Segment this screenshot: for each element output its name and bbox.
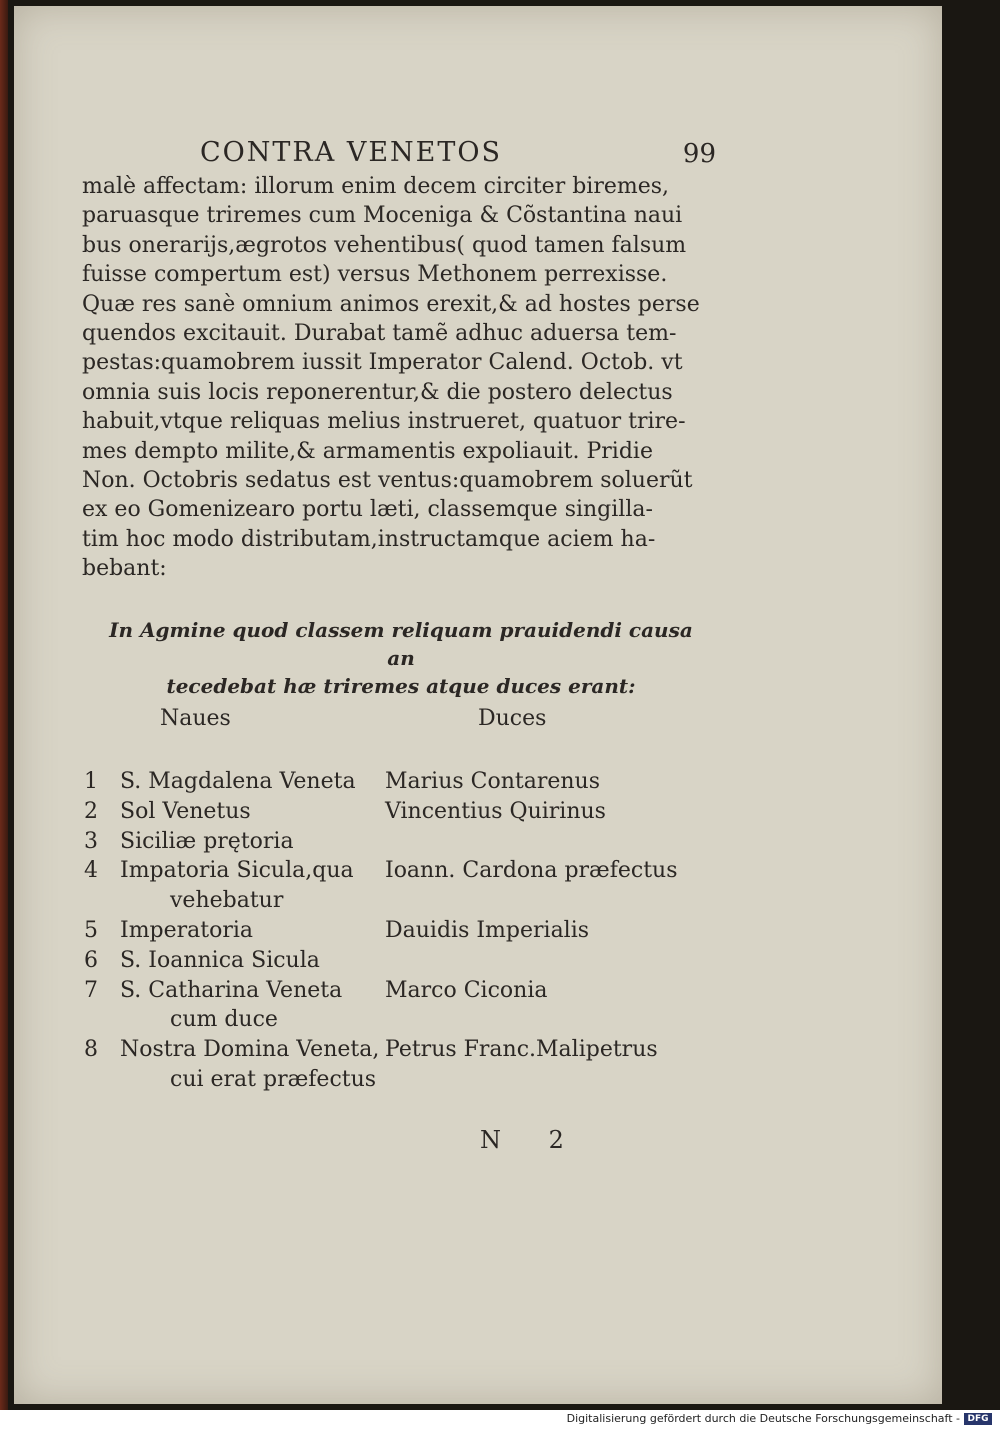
list-item <box>80 856 720 886</box>
body-line: ex eo Gomenizearo portu læti, classemque singilla- <box>82 497 653 523</box>
column-header-leaders: Duces <box>478 706 547 731</box>
body-line: habuit,vtque reliquas melius instrueret, quatuor trire- <box>82 409 686 435</box>
ship-number: 8 <box>84 1037 98 1063</box>
leader-name: Marco Ciconia <box>385 977 548 1003</box>
intro-line: In Agmine quod classem reliquam prauidendi causa an <box>109 618 693 670</box>
ship-number: 6 <box>84 947 98 973</box>
leader-name: Vincentius Quirinus <box>385 798 606 824</box>
body-line: Quæ res sanè omnium animos erexit,& ad hostes perse <box>82 291 700 317</box>
leader-name <box>385 827 720 857</box>
body-line: malè affectam: illorum enim decem circiter biremes, <box>82 174 670 199</box>
ship-list <box>80 767 720 1095</box>
body-line: tim hoc modo distributam,instructamque aciem ha- <box>82 526 656 552</box>
body-line: fuisse compertum est) versus Methonem perrexisse. <box>82 262 668 288</box>
ship-name: Siciliæ prętoria <box>120 828 294 854</box>
body-line: omnia suis locis reponerentur,& die postero delectus <box>82 379 673 405</box>
dfg-logo: DFG <box>964 1413 992 1425</box>
ship-number: 3 <box>84 828 98 854</box>
body-text <box>82 172 722 584</box>
ship-name: Nostra Domina Veneta, <box>120 1037 380 1063</box>
ship-number: 7 <box>84 977 98 1003</box>
ship-name: S. Catharina Veneta <box>120 977 343 1003</box>
funding-credit: Digitalisierung gefördert durch die Deutsche Forschungsgemeinschaft - <box>566 1412 960 1425</box>
leader-name: Marius Contarenus <box>385 769 601 794</box>
list-item <box>80 946 720 976</box>
footer-bar <box>0 1410 1000 1430</box>
body-line: paruasque triremes cum Moceniga & Cõstantina naui <box>82 203 683 229</box>
section-intro <box>96 616 706 700</box>
ship-name-continuation: vehebatur <box>170 888 284 914</box>
ship-name-continuation: cui erat præfectus <box>170 1066 377 1092</box>
leader-name: Petrus Franc.Malipetrus <box>385 1037 658 1063</box>
ship-name: S. Ioannica Sicula <box>120 947 320 973</box>
ship-number: 4 <box>84 858 98 884</box>
list-item <box>80 767 720 797</box>
body-line: bebant: <box>82 556 167 582</box>
body-line: quendos excitauit. Durabat tamẽ adhuc aduersa tem- <box>82 321 677 347</box>
ship-name: Sol Venetus <box>120 798 251 824</box>
page-number: 99 <box>682 139 716 169</box>
intro-line: tecedebat hæ triremes atque duces erant: <box>166 674 636 698</box>
body-line: Non. Octobris sedatus est ventus:quamobrem soluerũt <box>82 468 693 494</box>
ship-number: 2 <box>84 798 98 824</box>
ship-name-continuation: cum duce <box>170 1007 278 1033</box>
list-item <box>80 976 720 1006</box>
list-item <box>80 797 720 827</box>
leader-name <box>385 946 720 976</box>
body-line: mes dempto milite,& armamentis expoliauit. Pridie <box>82 438 653 464</box>
list-item <box>80 827 720 857</box>
leader-name: Ioann. Cardona præfectus <box>385 858 678 884</box>
list-item-continuation <box>80 1065 720 1095</box>
list-item-continuation <box>80 1005 720 1035</box>
list-item <box>80 1035 720 1065</box>
ship-number: 1 <box>84 769 98 794</box>
body-line: bus onerarijs,ægrotos vehentibus( quod tamen falsum <box>82 232 687 258</box>
ship-number: 5 <box>84 917 98 943</box>
body-line: pestas:quamobrem iussit Imperator Calend. Octob. vt <box>82 350 683 376</box>
column-header-ships: Naues <box>160 706 231 731</box>
book-spine <box>0 0 8 1410</box>
ship-name: Imperatoria <box>120 917 254 943</box>
list-item <box>80 916 720 946</box>
signature-mark: N 2 <box>480 1126 584 1154</box>
list-item-continuation <box>80 886 720 916</box>
running-head <box>200 137 720 168</box>
running-head-title: CONTRA VENETOS <box>200 137 503 168</box>
ship-name: S. Magdalena Veneta <box>120 769 356 794</box>
ship-name: Impatoria Sicula,qua <box>120 858 354 884</box>
leader-name: Dauidis Imperialis <box>385 917 590 943</box>
